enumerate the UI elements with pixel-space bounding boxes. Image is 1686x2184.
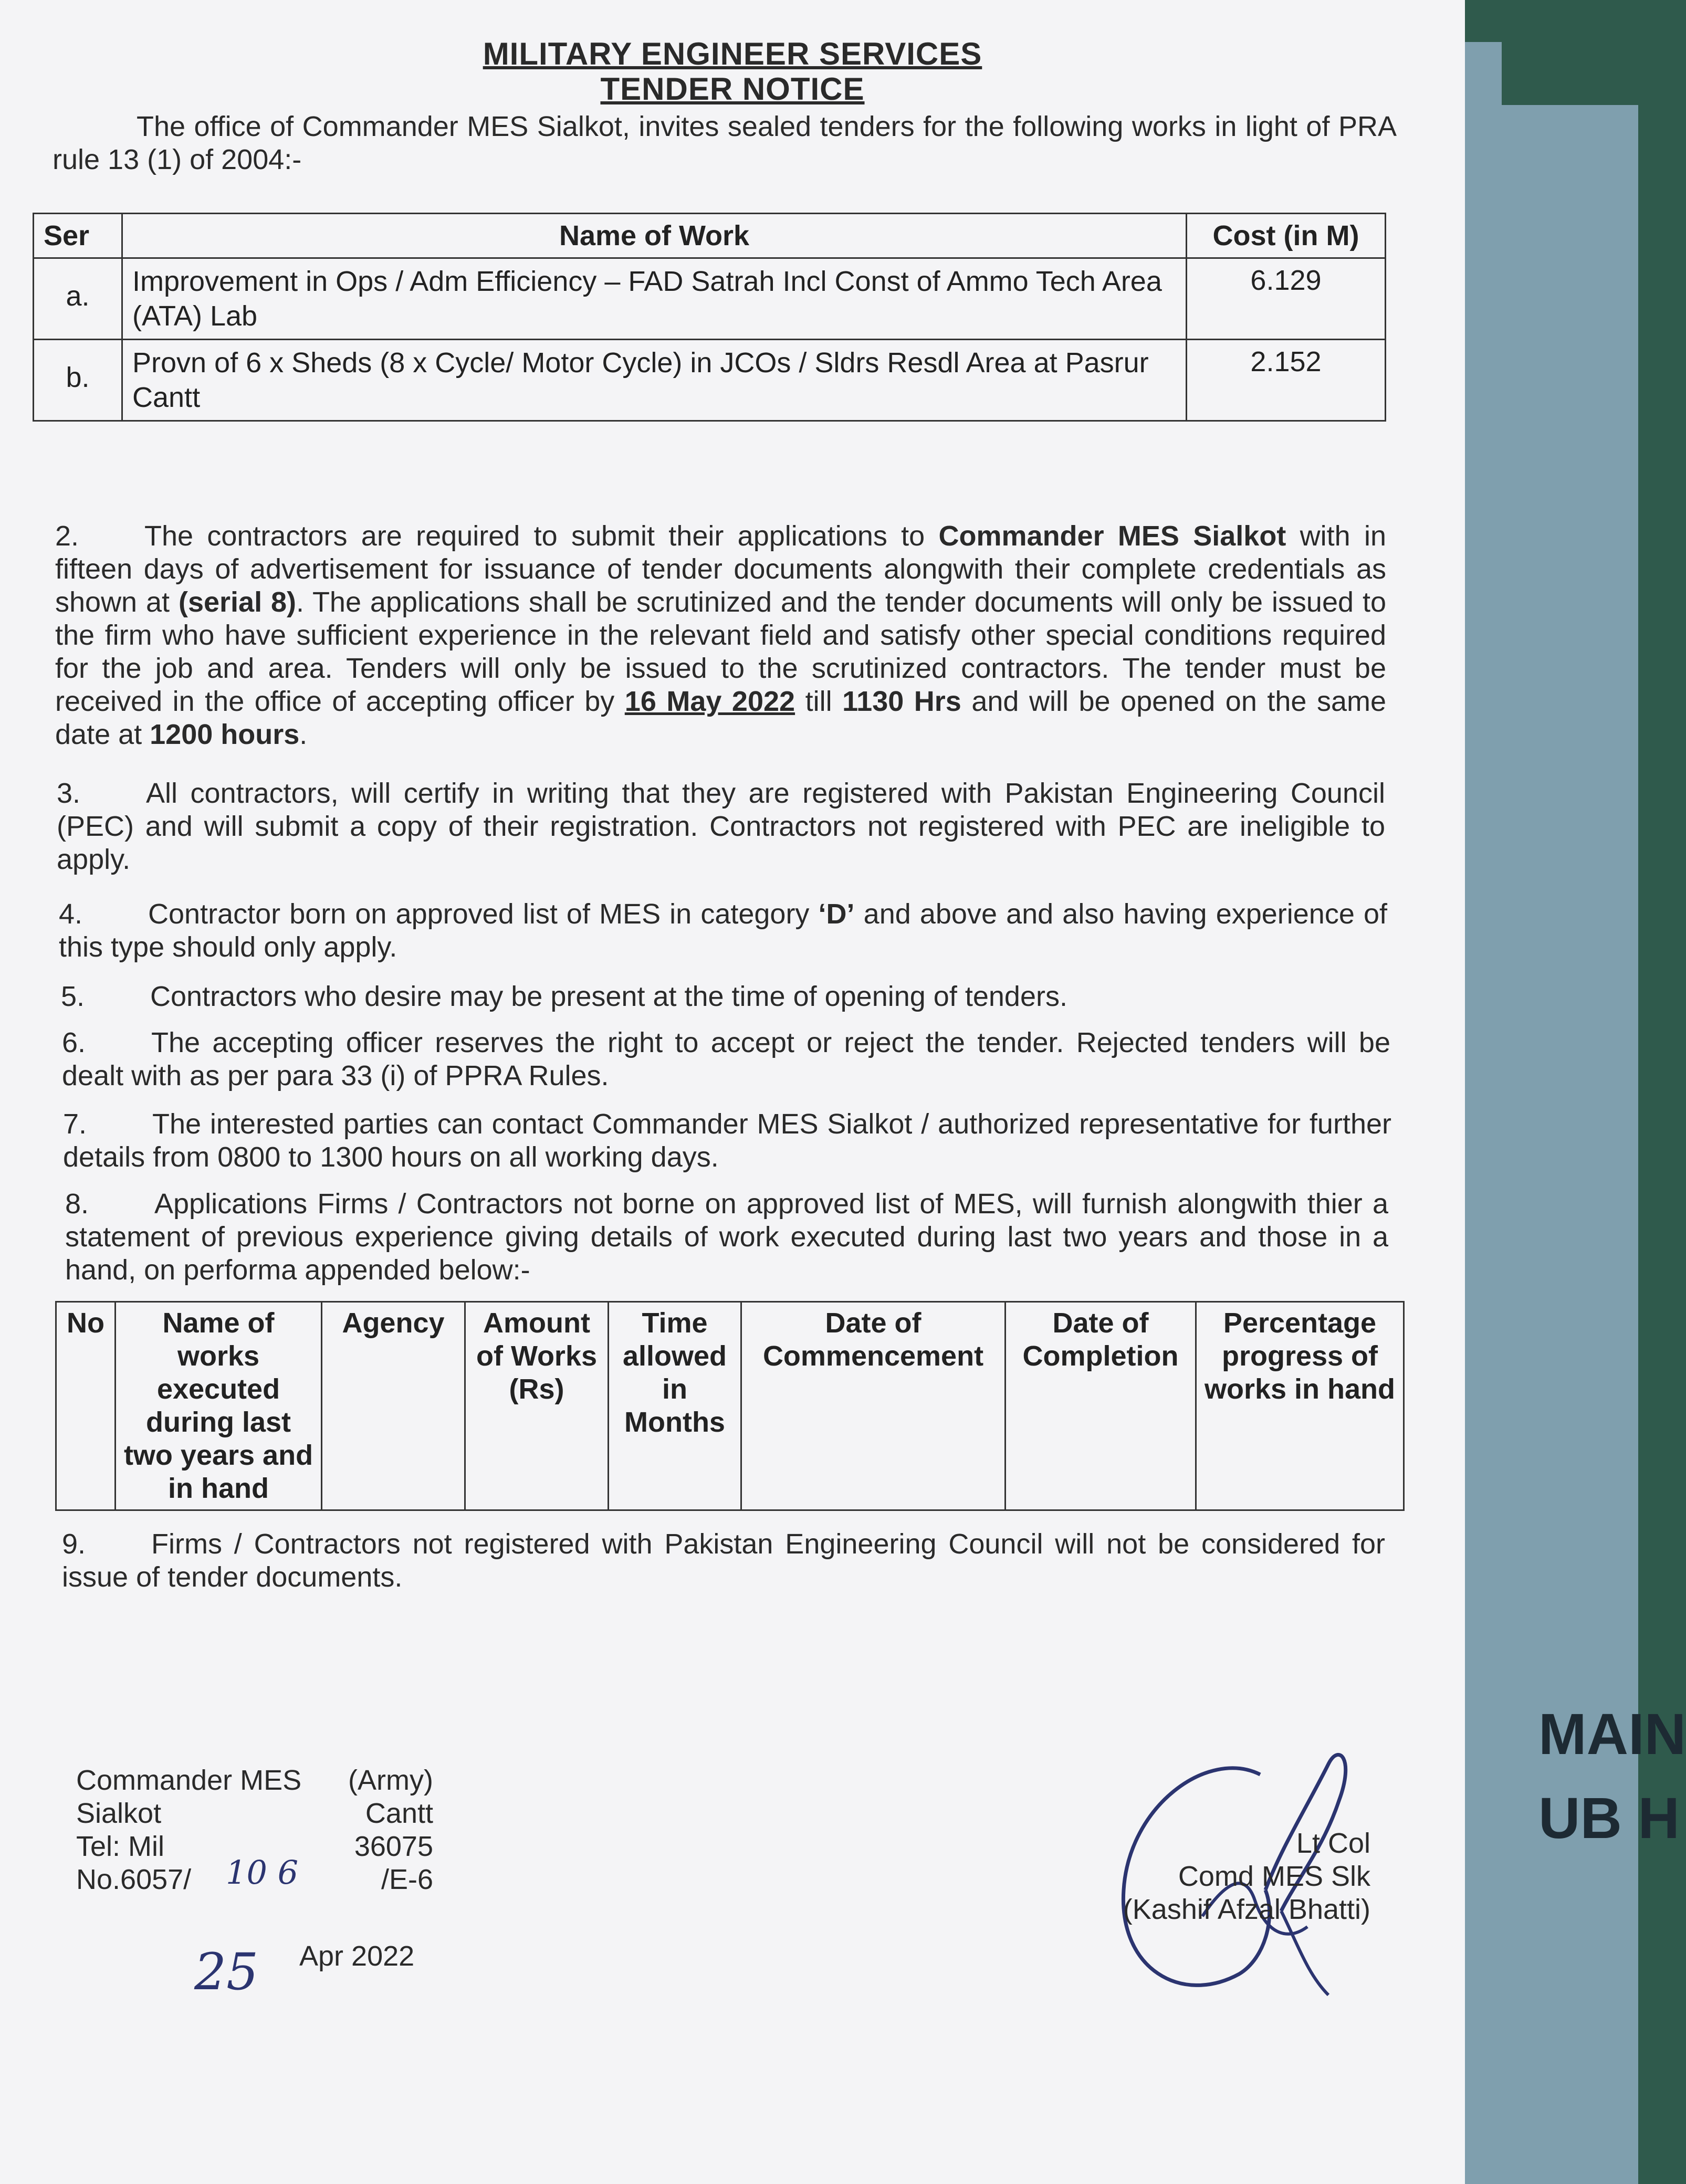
table-row (34, 340, 1386, 421)
office-name: Commander MES (76, 1765, 302, 1796)
row-ser: a. (34, 258, 122, 340)
reference-number: No.6057/ (76, 1864, 192, 1895)
header-amount: Amount of Works (Rs) (465, 1302, 609, 1510)
header-name-of-works: Name of works executed during last two years and in hand (116, 1302, 322, 1510)
deadline-date: 16 May 2022 (624, 686, 795, 717)
paragraph-9 (62, 1528, 1385, 1594)
para-text: Contractor born on approved list of MES in category (148, 898, 819, 930)
para-bold: Commander MES Sialkot (938, 520, 1286, 552)
date-text: Apr 2022 (299, 1940, 415, 1972)
header-date-completion: Date of Completion (1006, 1302, 1196, 1510)
paragraph-number: 9. (62, 1528, 86, 1560)
paragraph-number: 5. (61, 981, 85, 1012)
para-text: and will be opened on the same date at (55, 686, 1387, 750)
paragraph-6 (62, 1026, 1390, 1093)
header-cost: Cost (in M) (1187, 214, 1386, 258)
paragraph-number: 8. (65, 1188, 89, 1220)
paragraph-number: 3. (57, 778, 81, 809)
background-surface (1502, 0, 1638, 105)
header-percentage-progress: Percentage progress of works in hand (1196, 1302, 1404, 1510)
table-row (34, 258, 1386, 340)
paragraph-7 (63, 1108, 1391, 1174)
header-agency: Agency (322, 1302, 465, 1510)
para-text: . (299, 719, 308, 750)
document-subtitle: TENDER NOTICE (600, 71, 865, 107)
signatory-block (1092, 1827, 1370, 1926)
handwritten-reference: 10 6 (226, 1853, 299, 1892)
document-title: MILITARY ENGINEER SERVICES (483, 36, 982, 71)
works-table-header (34, 214, 1386, 258)
para-text: The contractors are required to submit their applications to (144, 520, 939, 552)
reference-suffix: /E-6 (381, 1864, 433, 1895)
tel-label: Tel: Mil (76, 1831, 165, 1862)
handwritten-date: 25 (194, 1942, 259, 2001)
para-text: . The applications shall be scrutinized and the tender documents will only be issued to the firm who have sufficient experience in the relevant field and satisfy other special conditions required for the job and area. Tenders will only be issued to the scrutinized contractors. The tender must be received in the office of accepting officer by (55, 586, 1386, 717)
office-city: Sialkot (76, 1798, 162, 1829)
signatory-name: (Kashif Afzal Bhatti) (1123, 1894, 1370, 1925)
row-name: Provn of 6 x Sheds (8 x Cycle/ Motor Cycle) in JCOs / Sldrs Resdl Area at Pasrur Cantt (122, 340, 1187, 421)
header-no: No (56, 1302, 116, 1510)
header-date-commencement: Date of Commencement (741, 1302, 1006, 1510)
row-cost: 6.129 (1187, 258, 1386, 340)
para-text: Applications Firms / Contractors not borne on approved list of MES, will furnish alongwith thier a statement of previous experience giving details of work executed during last two years and those in a hand, on performa appended below:- (65, 1188, 1388, 1286)
row-name: Improvement in Ops / Adm Efficiency – FAD Satrah Incl Const of Ammo Tech Area (ATA) Lab (122, 258, 1187, 340)
paragraph-number: 2. (55, 520, 79, 552)
header-time-allowed: Time allowed in Months (609, 1302, 741, 1510)
para-text: Firms / Contractors not registered with Pakistan Engineering Council will not be considered for issue of tender documents. (62, 1528, 1385, 1593)
opening-time: 1200 hours (150, 719, 300, 750)
signatory-appointment: Comd MES Slk (1178, 1861, 1370, 1892)
header-name-of-work: Name of Work (122, 214, 1187, 258)
office-cantt: Cantt (365, 1798, 433, 1829)
para-text: till (795, 686, 843, 717)
para-text: and above and also having experience of this type should only apply. (59, 898, 1387, 963)
para-text: The interested parties can contact Commander MES Sialkot / authorized representative for further details from 0800 to 1300 hours on all working days. (63, 1108, 1391, 1173)
para-text: All contractors, will certify in writing that they are registered with Pakistan Engineering Council (PEC) and will submit a copy of their registration. Contractors not registered with PEC are ineligible to apply. (57, 778, 1385, 875)
background-text-2: UB H (1538, 1786, 1680, 1851)
paragraph-number: 7. (63, 1108, 87, 1140)
paragraph-number: 6. (62, 1027, 86, 1058)
deadline-time: 1130 Hrs (842, 686, 961, 717)
paragraph-3 (57, 777, 1385, 876)
intro-paragraph: The office of Commander MES Sialkot, invites sealed tenders for the following works in light of PRA rule 13 (1) of 2004:- (53, 111, 1397, 175)
paragraph-8 (65, 1188, 1388, 1287)
row-ser: b. (34, 340, 122, 421)
paragraph-number: 4. (59, 898, 83, 930)
para-text: Contractors who desire may be present at the time of opening of tenders. (150, 981, 1067, 1012)
row-cost: 2.152 (1187, 340, 1386, 421)
paragraph-4 (59, 898, 1387, 964)
experience-table-header (56, 1302, 1404, 1510)
paragraph-2 (55, 520, 1386, 751)
header-ser: Ser (34, 214, 122, 258)
experience-table (55, 1301, 1405, 1511)
office-army: (Army) (348, 1765, 433, 1796)
tel-number: 36075 (354, 1831, 433, 1862)
works-table (33, 213, 1386, 422)
paragraph-5 (61, 980, 1389, 1013)
background-folder (1460, 42, 1638, 2184)
background-text-1: MAIN (1538, 1702, 1686, 1767)
signatory-rank: Lt Col (1296, 1828, 1370, 1859)
para-bold: ‘D’ (818, 898, 855, 930)
para-text: with in fifteen days of advertisement for issuance of tender documents alongwith their complete credentials as shown at (55, 520, 1387, 618)
para-text: The accepting officer reserves the right to accept or reject the tender. Rejected tenders will be dealt with as per para 33 (i) of PPRA Rules. (62, 1027, 1390, 1091)
para-bold: (serial 8) (178, 586, 296, 618)
